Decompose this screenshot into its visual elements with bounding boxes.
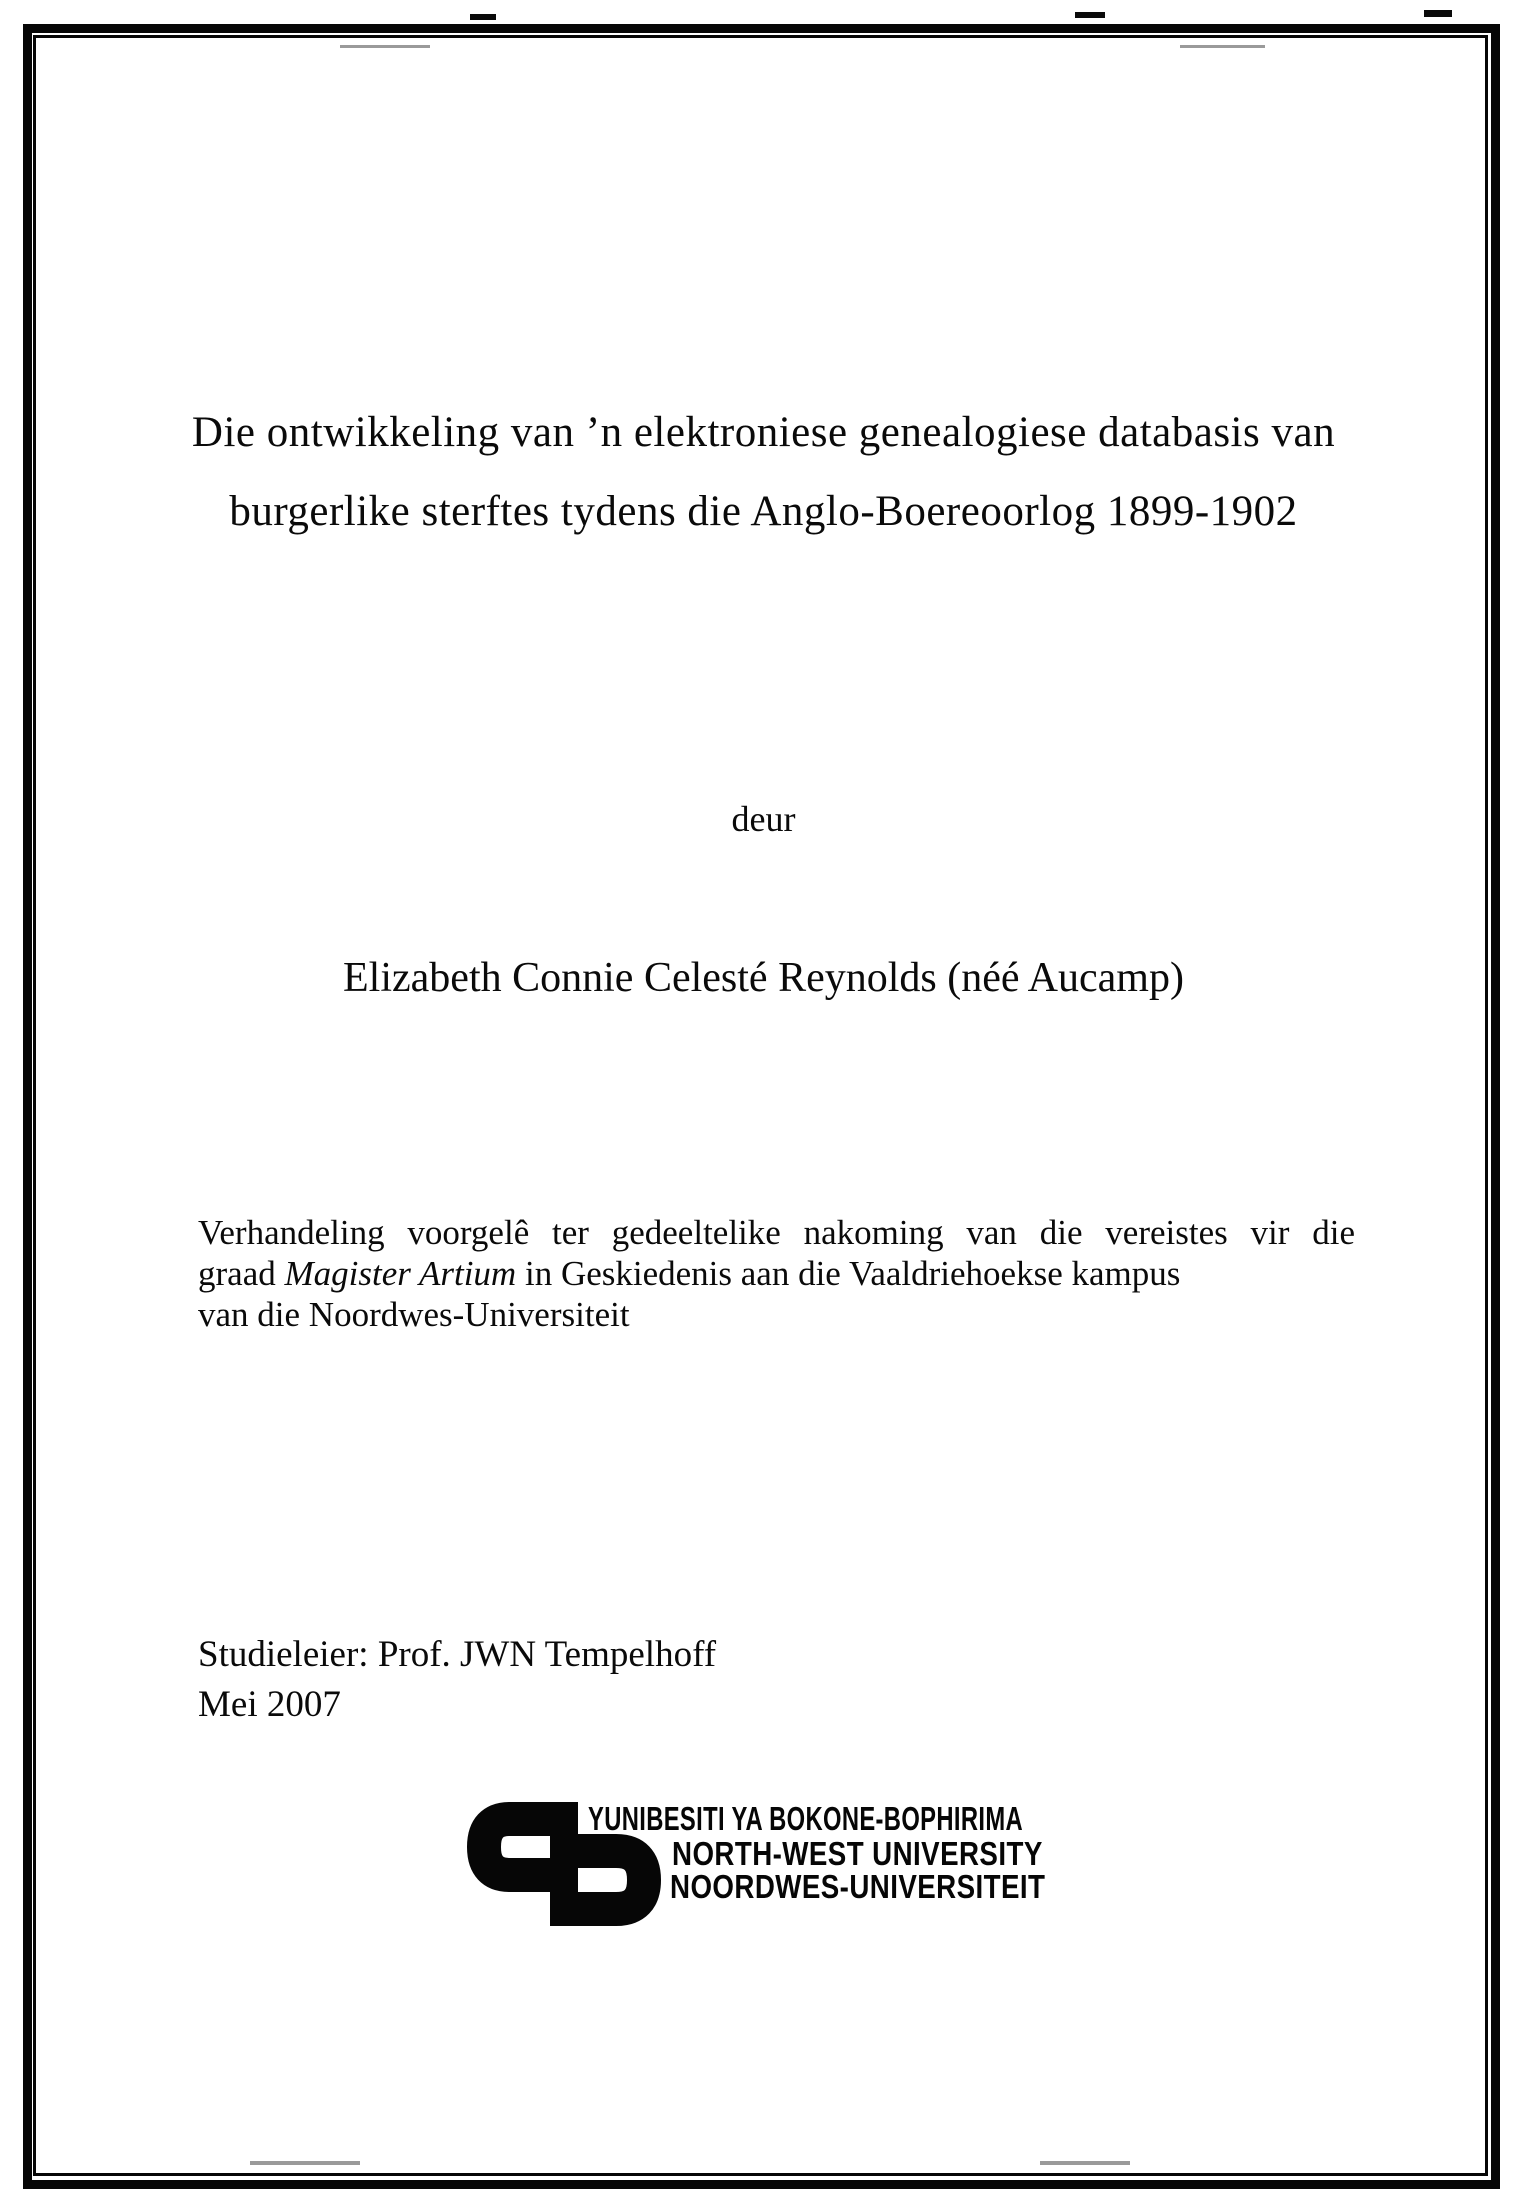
statement-line-3: van die Noordwes-Universiteit (198, 1295, 630, 1334)
date-line: Mei 2007 (198, 1684, 341, 1725)
author-name: Elizabeth Connie Celesté Reynolds (néé Aucamp) (343, 955, 1184, 1001)
statement-line-2-prefix: graad (198, 1254, 276, 1293)
scan-artifact (1075, 12, 1105, 18)
scan-artifact (340, 45, 430, 48)
byline: deur (731, 799, 796, 839)
logo-text-english: NORTH-WEST UNIVERSITY (672, 1835, 1043, 1872)
degree-name-italic: Magister Artium (284, 1254, 517, 1293)
supervisor-block (198, 1630, 716, 1730)
statement-line-2 (198, 1253, 1355, 1294)
supervisor-line: Studieleier: Prof. JWN Tempelhoff (198, 1634, 717, 1675)
logo-text-setswana: YUNIBESITI YA BOKONE-BOPHIRIMA (588, 1800, 1024, 1837)
page-title (30, 393, 1497, 551)
statement-line-2-suffix: in Geskiedenis aan die Vaaldriehoekse kampus (524, 1254, 1181, 1293)
scan-artifact (1180, 45, 1265, 48)
degree-statement (198, 1212, 1355, 1335)
scan-artifact (250, 2161, 360, 2165)
scan-artifact (1424, 10, 1452, 17)
title-line-1: Die ontwikkeling van ’n elektroniese genealogiese databasis van (191, 409, 1336, 456)
logo-text-afrikaans: NOORDWES-UNIVERSITEIT (670, 1868, 1046, 1905)
scan-artifact (470, 14, 496, 20)
scan-artifact (1040, 2161, 1130, 2165)
title-line-2: burgerlike sterftes tydens die Anglo-Boereoorlog 1899-1902 (229, 488, 1298, 535)
statement-line-1: Verhandeling voorgelê ter gedeeltelike nakoming van die vereistes vir die (198, 1213, 1355, 1252)
